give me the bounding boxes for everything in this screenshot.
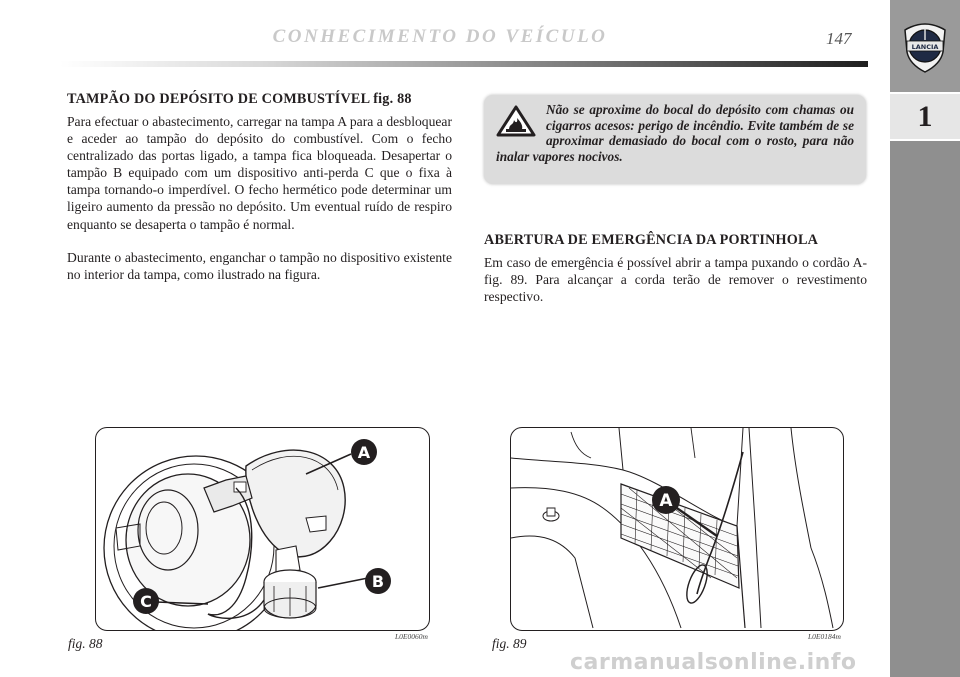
fuel-cap-illustration [96,428,429,630]
warning-box [484,95,866,184]
figure-88-fuel-cap [95,427,430,631]
emergency-opening-heading: ABERTURA DE EMERGÊNCIA DA PORTINHOLA [484,232,819,248]
chapter-sidebar [890,0,960,677]
label-a-fig88: A [357,443,371,462]
header-divider [60,61,868,67]
figure-89-caption: fig. 89 [492,636,527,651]
lancia-shield-icon [890,0,960,92]
label-a-fig89: A [659,491,673,511]
watermark: carmanualsonline.info [570,650,857,675]
figure-88-caption: fig. 88 [68,636,103,651]
warning-text: Não se aproxime do bocal do depósito com chamas ou cigarros acesos: perigo de incêndio. Evite também de se aproximar demasiado do bocal com o rosto, para não inalar vapores nocivos. [496,102,854,164]
label-b-fig88: B [371,572,385,591]
page-number: 147 [826,29,852,48]
figure-88-code: L0E0060m [395,632,428,641]
fuel-cap-paragraph-2: Durante o abastecimento, enganchar o tampão no dispositivo existente no interior da tampa, como ilustrado na figura. [67,250,452,283]
brand-logo-text: LANCIA [911,43,939,51]
figure-89-emergency-cord [510,427,844,631]
page-header-title: CONHECIMENTO DO VEÍCULO [272,26,608,47]
figure-89-code: L0E0184m [808,632,841,641]
label-c-fig88: C [140,592,152,611]
fuel-cap-heading: TAMPÃO DO DEPÓSITO DE COMBUSTÍVEL fig. 88 [67,91,412,107]
fuel-cap-paragraph-1: Para efectuar o abastecimento, carregar na tampa A para a desbloquear e aceder ao tampão do depósito do combustível. Com o fecho centralizado das portas ligado, a tampa fica bloqueada. Desapertar o tampão B equipado com um dispositivo anti-perda C que o fixa à tampa tornando-o imperdível. O fecho hermético pode determinar um ligeiro aumento da pressão no depósito. Um eventual ruído de respiro enquanto se desaperta o tampão é normal. [67,114,452,232]
emergency-opening-paragraph: Em caso de emergência é possível abrir a tampa puxando o cordão A-fig. 89. Para alcançar a corda terão de remover o revestimento respectivo. [484,255,867,305]
chapter-tab-1[interactable]: 1 [890,94,960,141]
emergency-cord-illustration [511,428,843,630]
brand-logo-box [890,0,960,94]
